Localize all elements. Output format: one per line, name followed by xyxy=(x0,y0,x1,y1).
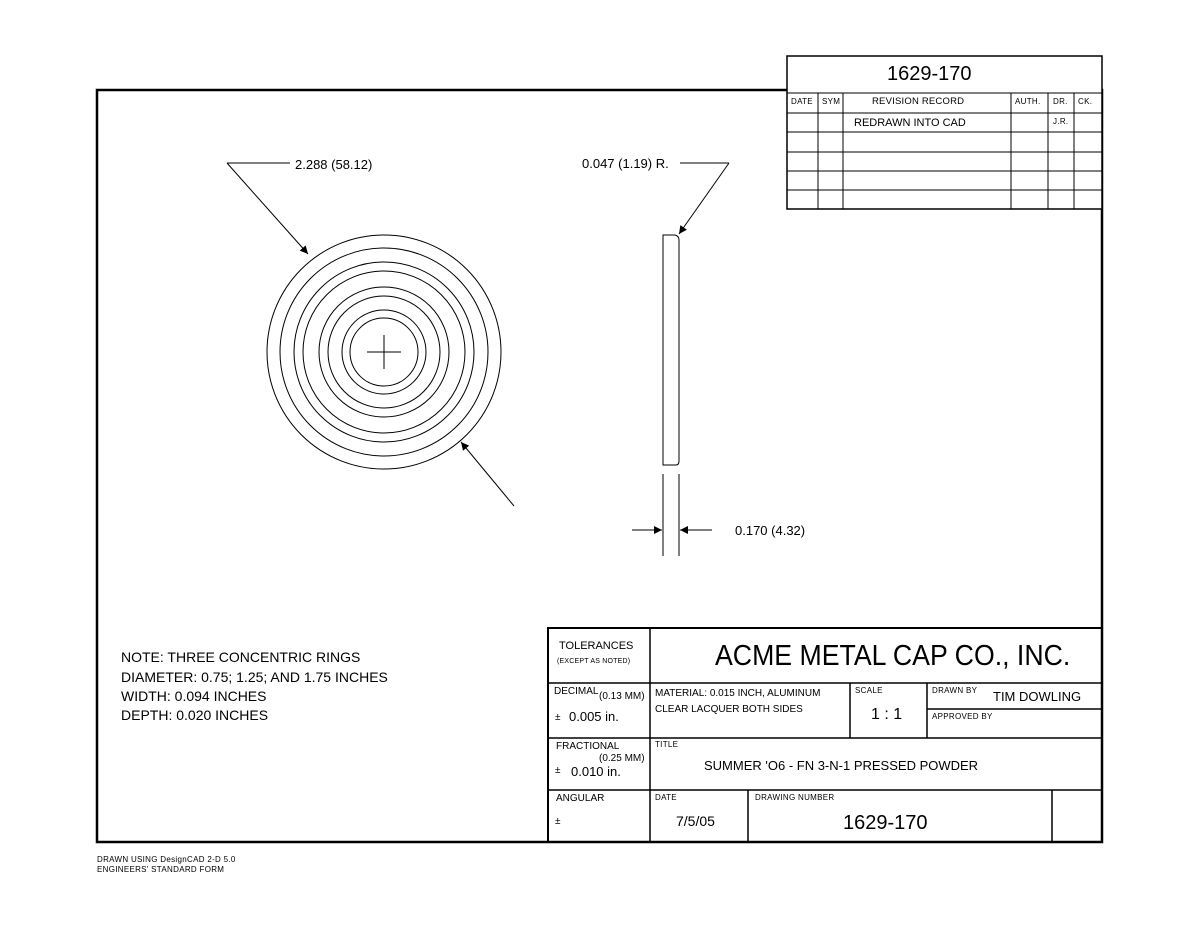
footer-software: DRAWN USING DesignCAD 2-D 5.0 xyxy=(97,855,236,864)
rev-row-record: REDRAWN INTO CAD xyxy=(854,117,966,129)
revision-part-number: 1629-170 xyxy=(887,63,972,85)
decimal-value: 0.005 in. xyxy=(569,709,619,724)
drawn-by-label: DRAWN BY xyxy=(932,686,978,695)
rev-header-record: REVISION RECORD xyxy=(872,96,965,107)
angular-plus-minus: ± xyxy=(555,816,561,827)
drawing-number-label: DRAWING NUMBER xyxy=(755,793,835,802)
rev-header-ck: CK. xyxy=(1078,97,1093,106)
date-value: 7/5/05 xyxy=(676,813,715,829)
angular-label: ANGULAR xyxy=(556,793,605,804)
drawn-by-value: TIM DOWLING xyxy=(993,689,1082,704)
cap-side-view xyxy=(663,235,679,556)
material-line2: CLEAR LACQUER BOTH SIDES xyxy=(655,704,803,715)
rev-row-dr: J.R. xyxy=(1053,117,1069,126)
company-name: ACME METAL CAP CO., INC. xyxy=(715,640,1071,672)
footer-form: ENGINEERS' STANDARD FORM xyxy=(97,865,225,874)
fractional-mm: (0.25 MM) xyxy=(599,753,645,764)
scale-label: SCALE xyxy=(855,686,883,695)
note-line: DEPTH: 0.020 INCHES xyxy=(121,707,269,723)
note-line: DIAMETER: 0.75; 1.25; AND 1.75 INCHES xyxy=(121,669,388,685)
title-value: SUMMER 'O6 - FN 3-N-1 PRESSED POWDER xyxy=(704,758,979,773)
diameter-leader xyxy=(227,163,514,506)
radius-leader xyxy=(679,163,729,234)
rev-header-dr: DR. xyxy=(1053,97,1068,106)
decimal-label: DECIMAL xyxy=(554,686,599,697)
radius-dimension: 0.047 (1.19) R. xyxy=(582,156,669,171)
approved-by-label: APPROVED BY xyxy=(932,712,993,721)
fractional-value: 0.010 in. xyxy=(571,764,621,779)
rev-header-sym: SYM xyxy=(822,97,841,106)
drawing-number-value: 1629-170 xyxy=(843,812,928,834)
diameter-dimension: 2.288 (58.12) xyxy=(295,157,373,172)
fractional-label: FRACTIONAL xyxy=(556,741,620,752)
title-label: TITLE xyxy=(655,740,679,749)
except-label: (EXCEPT AS NOTED) xyxy=(557,658,631,665)
note-line: NOTE: THREE CONCENTRIC RINGS xyxy=(121,649,361,665)
rev-header-date: DATE xyxy=(791,97,813,106)
decimal-plus-minus: ± xyxy=(555,712,561,723)
thickness-dimension: 0.170 (4.32) xyxy=(735,523,806,538)
scale-value: 1 : 1 xyxy=(871,706,903,723)
date-label: DATE xyxy=(655,793,677,802)
rev-header-auth: AUTH. xyxy=(1015,97,1041,106)
note-line: WIDTH: 0.094 INCHES xyxy=(121,688,267,704)
cap-top-view xyxy=(267,235,501,469)
material-line1: MATERIAL: 0.015 INCH, ALUMINUM xyxy=(655,688,821,699)
decimal-mm: (0.13 MM) xyxy=(599,691,645,702)
fractional-plus-minus: ± xyxy=(555,765,561,776)
tolerances-label: TOLERANCES xyxy=(559,640,634,652)
